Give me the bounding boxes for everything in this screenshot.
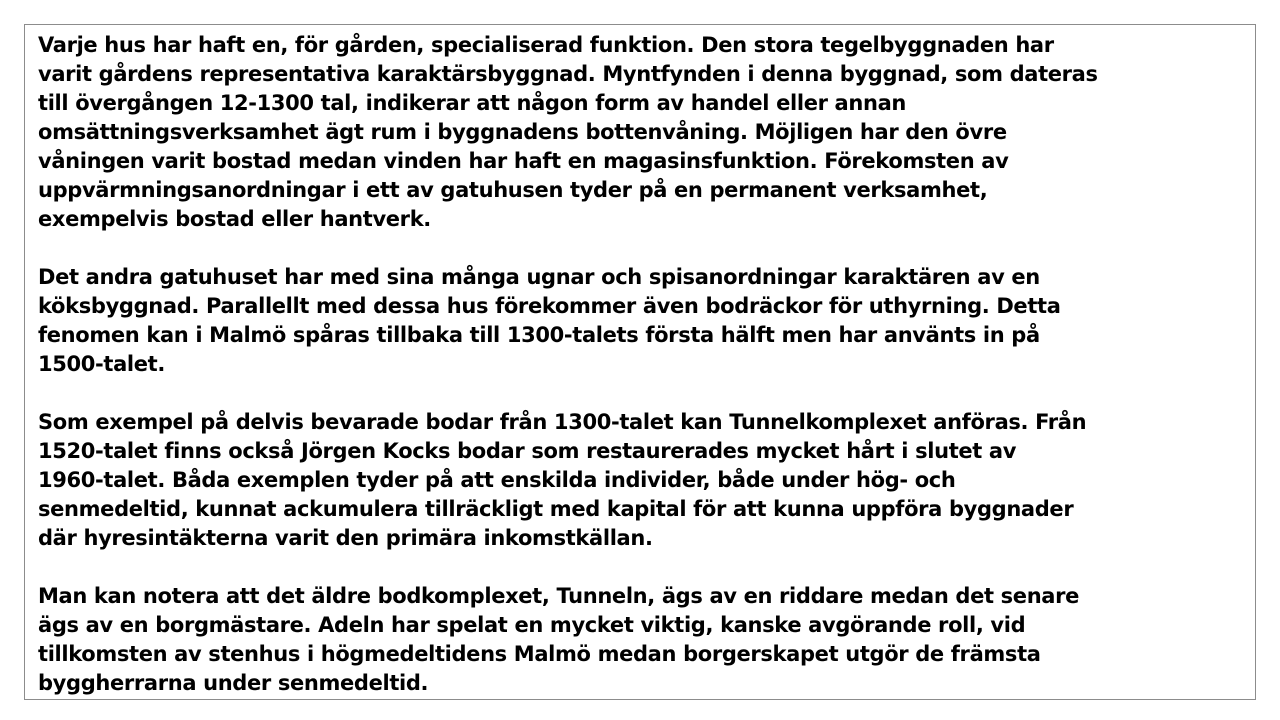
paragraph-3: Som exempel på delvis bevarade bodar från 1300-talet kan Tunnelkomplexet anföras. Från 1520-talet finns också Jörgen Kocks bodar som restaurerades mycket hårt i slutet av 1960-talet. Båda exemplen tyder på att enskilda individer, både under hög- och senmedeltid, kunnat ackumulera tillräckligt med kapital för att kunna uppföra byggnader där hyresintäkterna varit den primära inkomstkällan. (38, 410, 1087, 550)
paragraph-1: Varje hus har haft en, för gården, specialiserad funktion. Den stora tegelbyggnaden har varit gårdens representativa karaktärsbyggnad. Myntfynden i denna byggnad, som dateras till övergången 12-1300 tal, indikerar att någon form av handel eller annan omsättningsverksamhet ägt rum i byggnadens bottenvåning. Möjligen har den övre våningen varit bostad medan vinden har haft en magasinsfunktion. Förekomsten av uppvärmningsanordningar i ett av gatuhusen tyder på en permanent verksamhet, exempelvis bostad eller hantverk. (38, 33, 1098, 231)
text-body (38, 31, 1250, 698)
paragraph-2: Det andra gatuhuset har med sina många ugnar och spisanordningar karaktären av en köksbyggnad. Parallellt med dessa hus förekommer även bodräckor för uthyrning. Detta fenomen kan i Malmö spåras tillbaka till 1300-talets första hälft men har använts in på 1500-talet. (38, 265, 1061, 376)
paragraph-4: Man kan notera att det äldre bodkomplexet, Tunneln, ägs av en riddare medan det senare ägs av en borgmästare. Adeln har spelat en mycket viktig, kanske avgörande roll, vid tillkomsten av stenhus i högmedeltidens Malmö medan borgerskapet utgör de främsta byggherrarna under senmedeltid. (38, 584, 1080, 695)
